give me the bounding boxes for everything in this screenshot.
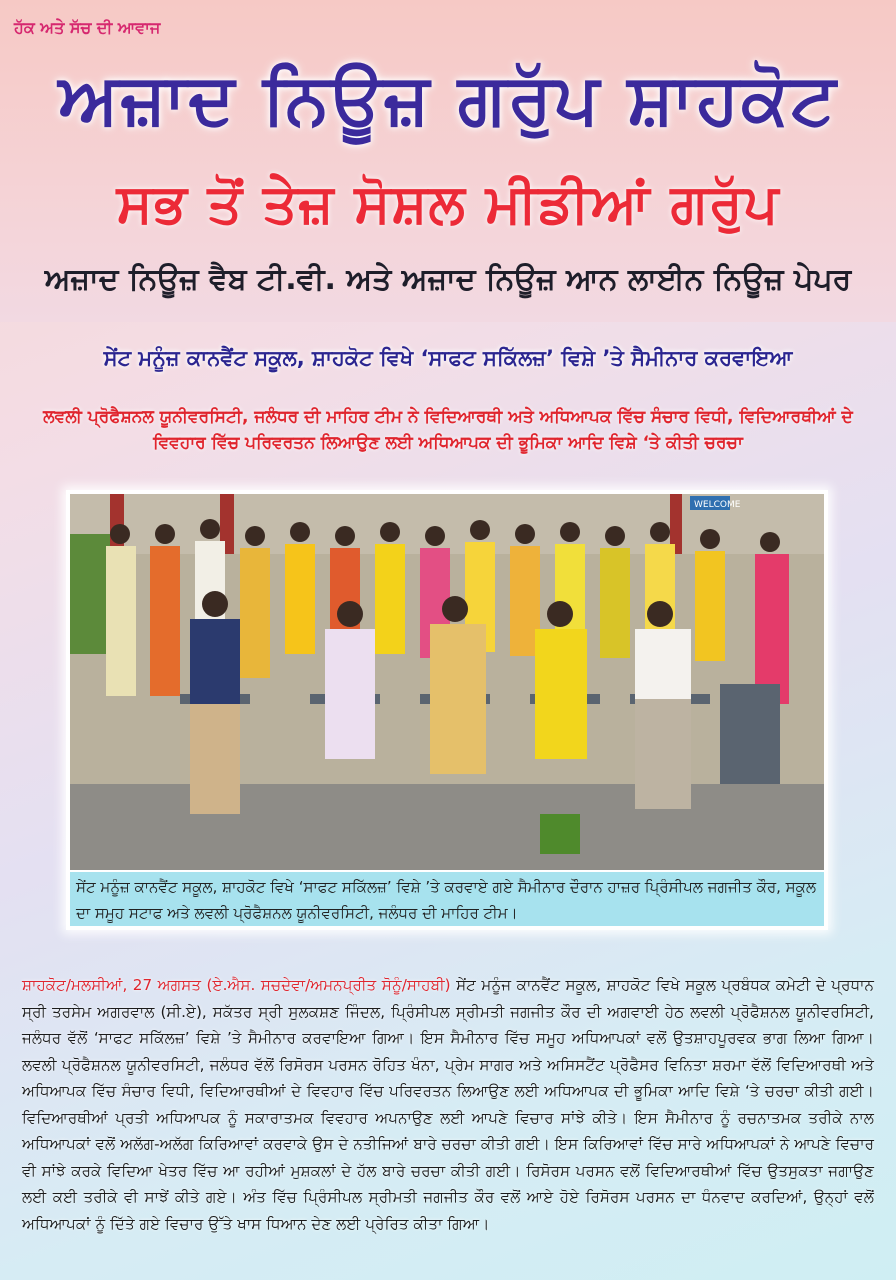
group-photo-illustration: [70, 494, 824, 870]
article-headline: ਸੇਂਟ ਮਨੂੰਜ਼ ਕਾਨਵੈਂਟ ਸਕੂਲ, ਸ਼ਾਹਕੋਟ ਵਿਖੇ ‘ਸਾਫਟ ਸਕਿੱਲਜ਼’ ਵਿਸ਼ੇ ’ਤੇ ਸੈਮੀਨਾਰ ਕਰਵਾਇਆ: [103, 346, 793, 370]
dateline: ਸ਼ਾਹਕੋਟ/ਮਲਸੀਆਂ, 27 ਅਗਸਤ (ਏ.ਐਸ. ਸਚਦੇਵਾ/ਅਮਨਪ੍ਰੀਤ ਸੋਨੂੰ/ਸਾਹਬੀ): [22, 976, 451, 994]
potted-plant: [540, 814, 580, 854]
masthead: [0, 0, 896, 322]
group-photo: [70, 494, 824, 870]
brand-subtitle: ਸਭ ਤੋਂ ਤੇਜ਼ ਸੋਸ਼ਲ ਮੀਡੀਆਂ ਗਰੁੱਪ: [116, 172, 780, 235]
tagline: ਹੱਕ ਅਤੇ ਸੱਚ ਦੀ ਆਵਾਜ: [14, 18, 161, 37]
brand-title: ਅਜ਼ਾਦ ਨਿਊਜ਼ ਗਰੁੱਪ ਸ਼ਾਹਕੋਟ: [58, 58, 838, 140]
article-body-text: ਸੇਂਟ ਮਨੂੰਜ ਕਾਨਵੈਂਟ ਸਕੂਲ, ਸ਼ਾਹਕੋਟ ਵਿਖੇ ਸਕੂਲ ਪ੍ਰਬੰਧਕ ਕਮੇਟੀ ਦੇ ਪ੍ਰਧਾਨ ਸ੍ਰੀ ਤਰਸੇਮ ਅਗਰਵਾਲ (ਸੀ.ਏ), ਸਕੱਤਰ ਸ੍ਰੀ ਸੁਲਕਸ਼ਣ ਜਿੰਦਲ, ਪ੍ਰਿੰਸੀਪਲ ਸ੍ਰੀਮਤੀ ਜਗਜੀਤ ਕੌਰ ਦੀ ਅਗਵਾਈ ਹੇਠ ਲਵਲੀ ਪ੍ਰੋਫੈਸ਼ਨਲ ਯੂਨੀਵਰਸਿਟੀ, ਜਲੰਧਰ ਵੱਲੋਂ ‘ਸਾਫਟ ਸਕਿੱਲਜ਼’ ਵਿਸ਼ੇ ’ਤੇ ਸੈਮੀਨਾਰ ਕਰਵਾਇਆ ਗਿਆ। ਇਸ ਸੈਮੀਨਾਰ ਵਿੱਚ ਸਮੂਹ ਅਧਿਆਪਕਾਂ ਵਲੋਂ ਉਤਸ਼ਾਹਪੂਰਵਕ ਭਾਗ ਲਿਆ ਗਿਆ। ਲਵਲੀ ਪ੍ਰੋਫੈਸ਼ਨਲ ਯੂਨੀਵਰਸਿਟੀ, ਜਲੰਧਰ ਵੱਲੋਂ ਰਿਸੋਰਸ ਪਰਸਨ ਰੋਹਿਤ ਖੰਨਾ, ਪ੍ਰੇਮ ਸਾਗਰ ਅਤੇ ਅਸਿਸਟੈਂਟ ਪ੍ਰੋਫੈਸਰ ਵਿਨਿਤਾ ਸ਼ਰਮਾ ਵੱਲੋਂ ਵਿਦਿਆਰਥੀ ਅਤੇ ਅਧਿਆਪਕ ਵਿੱਚ ਸੰਚਾਰ ਵਿਧੀ, ਵਿਦਿਆਰਥੀਆਂ ਦੇ ਵਿਵਹਾਰ ਵਿੱਚ ਪਰਿਵਰਤਨ ਲਿਆਉਣ ਲਈ ਅਧਿਆਪਕ ਦੀ ਭੂਮਿਕਾ ਆਦਿ ਵਿਸ਼ੇ ‘ਤੇ ਚਰਚਾ ਕੀਤੀ ਗਈ। ਵਿਦਿਆਰਥੀਆਂ ਪ੍ਰਤੀ ਅਧਿਆਪਕ ਨੂੰ ਸਕਾਰਾਤਮਕ ਵਿਵਹਾਰ ਅਪਨਾਉਣ ਲਈ ਆਪਣੇ ਵਿਚਾਰ ਸਾਂਝੇ ਕੀਤੇ। ਇਸ ਸੈਮੀਨਾਰ ਨੂੰ ਰਚਨਾਤਮਕ ਤਰੀਕੇ ਨਾਲ ਅਧਿਆਪਕਾਂ ਵਲੋਂ ਅਲੱਗ-ਅਲੱਗ ਕਿਰਿਆਵਾਂ ਕਰਵਾਕੇ ਉਸ ਦੇ ਨਤੀਜਿਆਂ ਬਾਰੇ ਚਰਚਾ ਕੀਤੀ ਗਈ। ਇਸ ਕਿਰਿਆਵਾਂ ਵਿੱਚ ਸਾਰੇ ਅਧਿਆਪਕਾਂ ਨੇ ਆਪਣੇ ਵਿਚਾਰ ਵੀ ਸਾਂਝੇ ਕਰਕੇ ਵਿਦਿਆ ਖੇਤਰ ਵਿੱਚ ਆ ਰਹੀਆਂ ਮੁਸ਼ਕਲਾਂ ਦੇ ਹੱਲ ਬਾਰੇ ਚਰਚਾ ਕੀਤੀ ਗਈ। ਰਿਸੋਰਸ ਪਰਸਨ ਵਲੋਂ ਵਿਦਿਆਰਥੀਆਂ ਵਿੱਚ ਉਤਸੁਕਤਾ ਜਗਾਉਣ ਲਈ ਕਈ ਤਰੀਕੇ ਵੀ ਸਾਝੇਂ ਕੀਤੇ ਗਏ। ਅੰਤ ਵਿੱਚ ਪ੍ਰਿੰਸੀਪਲ ਸ੍ਰੀਮਤੀ ਜਗਜੀਤ ਕੌਰ ਵਲੋਂ ਆਏ ਹੋਏ ਰਿਸੋਰਸ ਪਰਸਨ ਦਾ ਧੰਨਵਾਦ ਕਰਦਿਆਂ, ਉਨ੍ਹਾਂ ਵਲੋਂ ਅਧਿਆਪਕਾਂ ਨੂੰ ਦਿੱਤੇ ਗਏ ਵਿਚਾਰ ਉੱਤੇ ਖਾਸ ਧਿਆਨ ਦੇਣ ਲਈ ਪ੍ਰੇਰਿਤ ਕੀਤਾ ਗਿਆ।: [22, 976, 874, 1233]
plant: [70, 534, 110, 654]
photo-frame: [66, 490, 828, 930]
photo-caption: ਸੇਂਟ ਮਨੂੰਜ਼ ਕਾਨਵੈਂਟ ਸਕੂਲ, ਸ਼ਾਹਕੋਟ ਵਿਖੇ ‘ਸਾਫਟ ਸਕਿੱਲਜ਼’ ਵਿਸ਼ੇ ’ਤੇ ਕਰਵਾਏ ਗਏ ਸੈਮੀਨਾਰ ਦੌਰਾਨ ਹਾਜ਼ਰ ਪ੍ਰਿੰਸੀਪਲ ਜਗਜੀਤ ਕੌਰ, ਸਕੂਲ ਦਾ ਸਮੂਹ ਸਟਾਫ ਅਤੇ ਲਵਲੀ ਪ੍ਰੋਫੈਸ਼ਨਲ ਯੂਨੀਵਰਸਿਟੀ, ਜਲੰਧਰ ਦੀ ਮਾਹਿਰ ਟੀਮ।: [70, 872, 824, 926]
brand-strapline: ਅਜ਼ਾਦ ਨਿਊਜ਼ ਵੈਬ ਟੀ.ਵੀ. ਅਤੇ ਅਜ਼ਾਦ ਨਿਊਜ਼ ਆਨ ਲਾਈਨ ਨਿਊਜ਼ ਪੇਪਰ: [44, 262, 852, 297]
floor: [70, 784, 824, 870]
article-body: [22, 972, 874, 1237]
pillar: [110, 494, 124, 554]
article-subheadline: ਲਵਲੀ ਪ੍ਰੋਫੈਸ਼ਨਲ ਯੂਨੀਵਰਸਿਟੀ, ਜਲੰਧਰ ਦੀ ਮਾਹਿਰ ਟੀਮ ਨੇ ਵਿਦਿਆਰਥੀ ਅਤੇ ਅਧਿਆਪਕ ਵਿੱਚ ਸੰਚਾਰ ਵਿਧੀ, ਵਿਦਿਆਰਥੀਆਂ ਦੇ ਵਿਵਹਾਰ ਵਿੱਚ ਪਰਿਵਰਤਨ ਲਿਆਉਣ ਲਈ ਅਧਿਆਪਕ ਦੀ ਭੂਮਿਕਾ ਆਦਿ ਵਿਸ਼ੇ ‘ਤੇ ਕੀਤੀ ਚਰਚਾ: [43, 407, 853, 453]
welcome-sign-text: WELCOME: [694, 500, 741, 510]
